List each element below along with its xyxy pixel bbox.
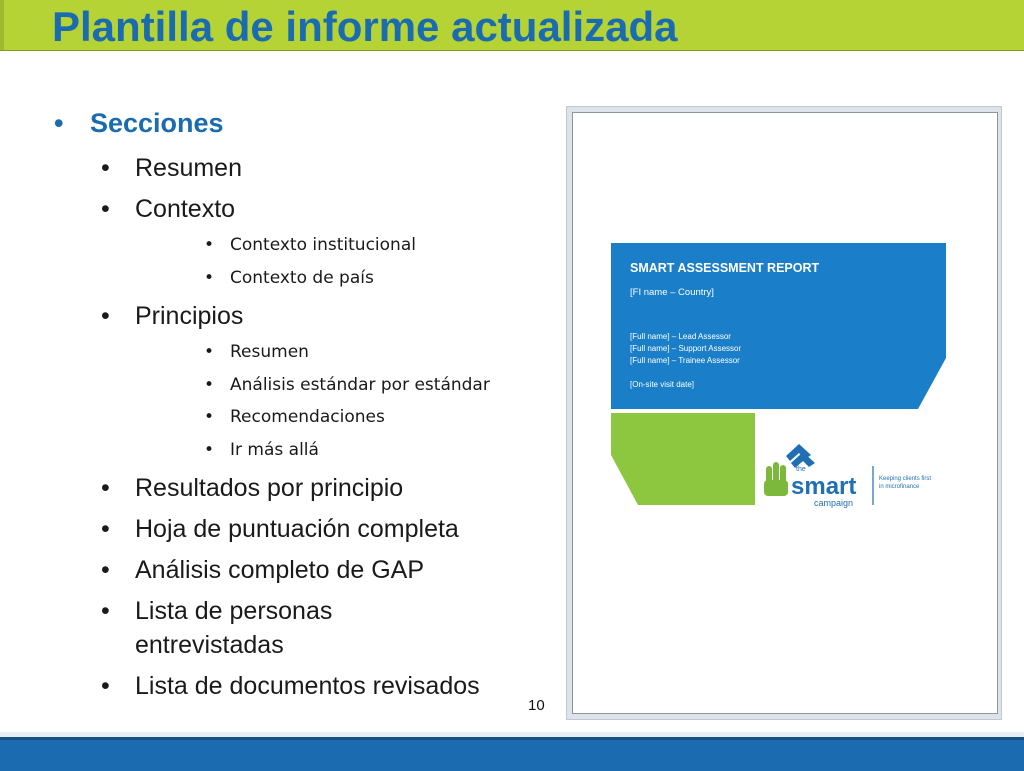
- logo-the: the: [796, 466, 806, 473]
- sub-bullet-item: [204, 268, 374, 288]
- cover-visit-date: [On-site visit date]: [630, 380, 695, 389]
- bullet-item-text: Lista de documentos revisados: [135, 672, 480, 700]
- logo-tagline-line2: in microfinance: [879, 484, 920, 490]
- sub-bullet-text: Resumen: [230, 342, 309, 362]
- bullet-dot: •: [101, 302, 110, 330]
- report-cover-page: [572, 112, 998, 714]
- sub-bullet-text: Análisis estándar por estándar: [230, 375, 490, 395]
- bullet-item-text: Lista de personas: [135, 597, 333, 625]
- bullet-dot: •: [101, 556, 110, 584]
- sub-bullet-item: [204, 342, 309, 362]
- bullet-dot: •: [101, 195, 110, 223]
- sub-bullet-item: [204, 407, 385, 427]
- bullet-dot: •: [101, 515, 110, 543]
- page-title: Plantilla de informe actualizada: [52, 3, 678, 50]
- bullet-dot: •: [101, 672, 110, 700]
- bullet-dot: •: [204, 375, 215, 395]
- logo-tagline-line1: Keeping clients first: [879, 476, 932, 482]
- cover-fi-name: [FI name – Country]: [630, 287, 714, 298]
- footer-bar: [0, 737, 1024, 771]
- bullet-item-text: Análisis completo de GAP: [135, 556, 425, 584]
- bullet-item: [101, 154, 242, 183]
- bullet-dot: •: [54, 108, 64, 138]
- bullet-item: [101, 302, 244, 331]
- sub-bullet-text: Contexto de país: [230, 268, 374, 288]
- smart-campaign-logo: [764, 444, 931, 508]
- bullet-item: [101, 556, 425, 585]
- sub-bullet-text: Contexto institucional: [230, 235, 416, 255]
- bullet-item: [101, 597, 333, 626]
- bullet-main: [54, 108, 224, 139]
- sub-bullet-text: Ir más allá: [230, 440, 319, 460]
- bullet-dot: •: [204, 440, 215, 460]
- bullet-item: [101, 474, 404, 503]
- logo-campaign: campaign: [814, 498, 854, 508]
- cover-assessor-lead: [Full name] – Lead Assessor: [630, 332, 731, 341]
- bullet-dot: •: [204, 407, 215, 427]
- bullet-item-text: Principios: [135, 302, 244, 330]
- page-number: 10: [528, 697, 545, 714]
- bullet-item: [101, 672, 480, 701]
- bullet-item-continuation: [135, 631, 284, 660]
- logo-smart: smart: [791, 473, 857, 500]
- bullet-item: [101, 195, 236, 224]
- bullet-item-text: Resultados por principio: [135, 474, 404, 502]
- sub-bullet-item: [204, 440, 319, 460]
- cover-green-block: [611, 413, 755, 505]
- cover-assessor-trainee: [Full name] – Trainee Assessor: [630, 356, 740, 365]
- sub-bullet-item: [204, 235, 416, 255]
- bullet-item-text: Resumen: [135, 154, 242, 182]
- report-cover-graphic: [573, 113, 997, 713]
- bullet-item-text: entrevistadas: [135, 631, 284, 659]
- bullet-item-text: Contexto: [135, 195, 236, 223]
- bullet-dot: •: [204, 235, 215, 255]
- bullet-dot: •: [101, 597, 110, 625]
- bullet-main-text: Secciones: [90, 108, 224, 138]
- cover-heading: SMART ASSESSMENT REPORT: [630, 261, 820, 275]
- bullet-item: [101, 515, 459, 544]
- bullet-dot: •: [204, 268, 215, 288]
- cover-assessor-support: [Full name] – Support Assessor: [630, 344, 742, 353]
- bullet-dot: •: [101, 154, 110, 182]
- sub-bullet-item: [204, 375, 490, 395]
- bullet-dot: •: [204, 342, 215, 362]
- bullet-dot: •: [101, 474, 110, 502]
- sub-bullet-text: Recomendaciones: [230, 407, 385, 427]
- report-thumbnail: [566, 106, 1002, 720]
- bullet-item-text: Hoja de puntuación completa: [135, 515, 459, 543]
